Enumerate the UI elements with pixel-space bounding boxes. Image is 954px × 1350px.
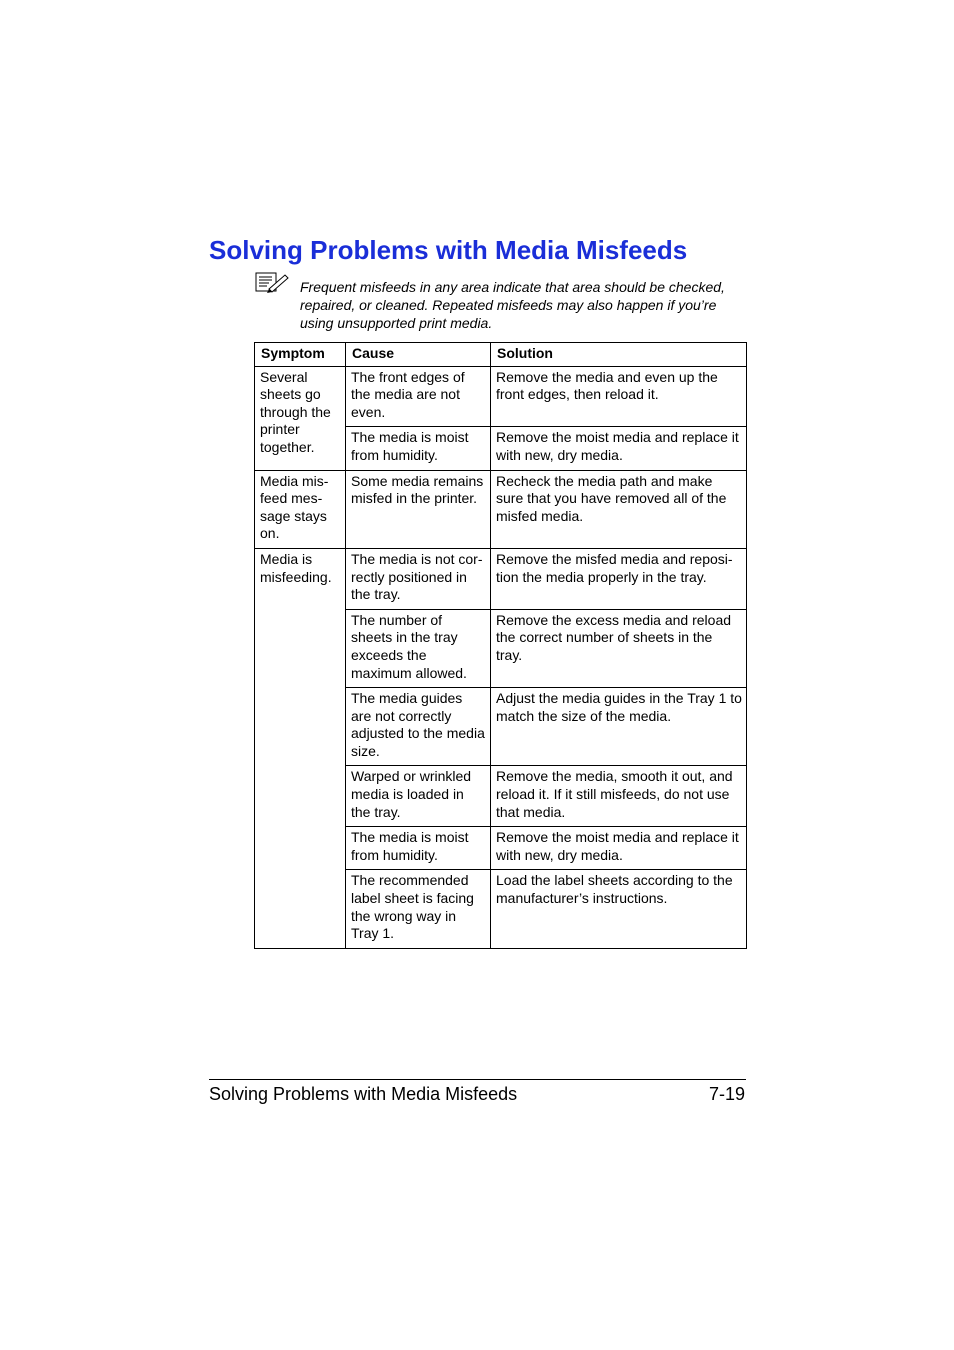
table-row	[255, 366, 747, 427]
symptom-cell: Media is misfeeding.	[255, 548, 346, 948]
misfeed-table	[254, 342, 747, 949]
cause-cell: The media is not cor-rectly positioned in the tray.	[346, 548, 491, 609]
footer-divider	[209, 1079, 746, 1080]
table-row	[255, 470, 747, 548]
note-pencil-icon	[255, 272, 291, 294]
cause-cell: The recommended label sheet is facing the wrong way in Tray 1.	[346, 870, 491, 948]
note-text: Frequent misfeeds in any area indicate that area should be checked, repaired, or cleaned. Repeated misfeeds may also happen if you’re using unsupported print media.	[300, 279, 725, 331]
page-number: 7-19	[708, 1084, 745, 1104]
solution-cell: Recheck the media path and make sure that you have removed all of the misfed media.	[491, 470, 747, 548]
header-symptom: Symptom	[255, 343, 346, 367]
cause-cell: Some media remains misfed in the printer.	[346, 470, 491, 548]
solution-cell: Load the label sheets according to the manufacturer’s instructions.	[491, 870, 747, 948]
cause-cell: The front edges of the media are not even.	[346, 366, 491, 427]
footer-title: Solving Problems with Media Misfeeds	[209, 1084, 518, 1104]
page-title: Solving Problems with Media Misfeeds	[209, 235, 688, 265]
cause-cell: The number of sheets in the tray exceeds the maximum allowed.	[346, 609, 491, 687]
cause-cell: Warped or wrinkled media is loaded in the tray.	[346, 766, 491, 827]
table-header-row	[255, 343, 747, 367]
symptom-cell: Several sheets go through the printer together.	[255, 366, 346, 470]
solution-cell: Remove the moist media and replace it with new, dry media.	[491, 827, 747, 870]
solution-cell: Remove the media, smooth it out, and reload it. If it still misfeeds, do not use that media.	[491, 766, 747, 827]
table-row	[255, 548, 747, 609]
header-cause: Cause	[346, 343, 491, 367]
solution-cell: Remove the excess media and reload the correct number of sheets in the tray.	[491, 609, 747, 687]
solution-cell: Remove the misfed media and reposi-tion the media properly in the tray.	[491, 548, 747, 609]
cause-cell: The media is moist from humidity.	[346, 427, 491, 470]
cause-cell: The media guides are not correctly adjusted to the media size.	[346, 688, 491, 766]
header-solution: Solution	[491, 343, 747, 367]
solution-cell: Adjust the media guides in the Tray 1 to match the size of the media.	[491, 688, 747, 766]
solution-cell: Remove the moist media and replace it with new, dry media.	[491, 427, 747, 470]
symptom-cell: Media mis-feed mes-sage stays on.	[255, 470, 346, 548]
solution-cell: Remove the media and even up the front edges, then reload it.	[491, 366, 747, 427]
cause-cell: The media is moist from humidity.	[346, 827, 491, 870]
